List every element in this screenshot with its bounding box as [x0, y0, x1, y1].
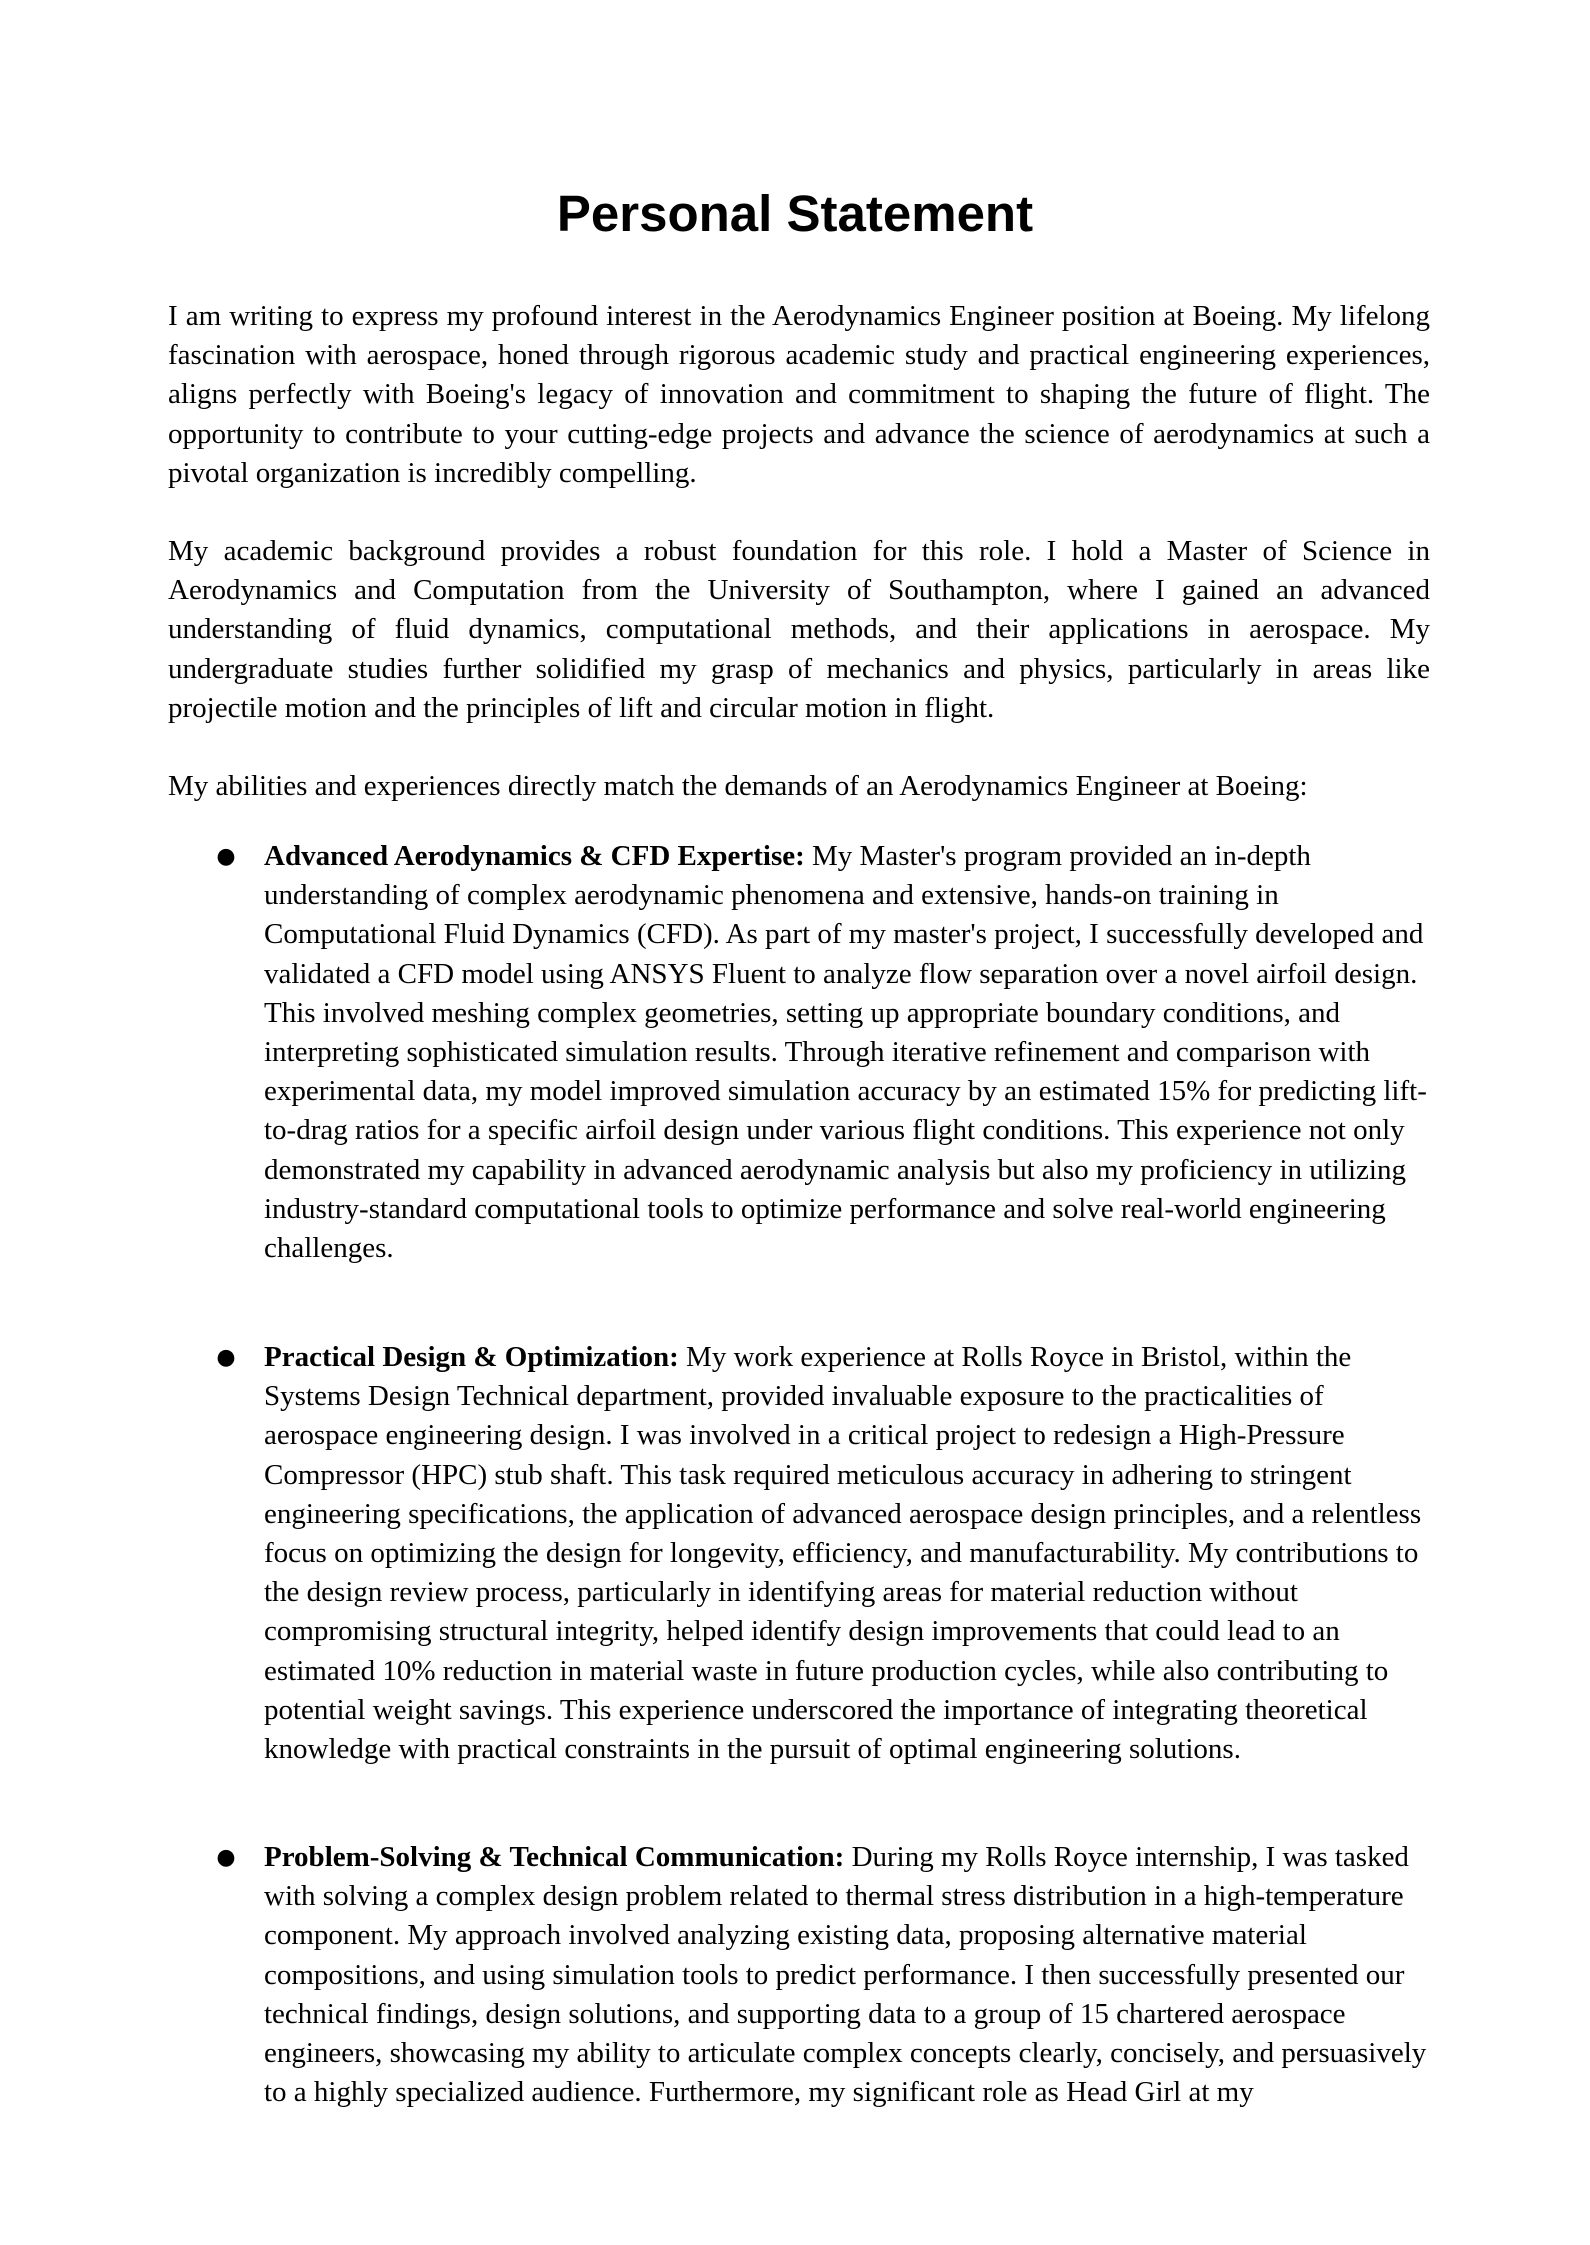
bullet-heading: Practical Design & Optimization: — [264, 1341, 679, 1373]
bullet-heading: Advanced Aerodynamics & CFD Expertise: — [264, 840, 805, 872]
intro-paragraph: I am writing to express my profound interest in the Aerodynamics Engineer position at Boeing. My lifelong fascination with aerospace, honed through rigorous academic study and practical engineering experiences, aligns perfectly with Boeing's legacy of innovation and commitment to shaping the future of flight. The opportunity to contribute to your cutting-edge projects and advance the science of aerodynamics at such a pivotal organization is incredibly compelling. — [168, 300, 1430, 489]
page-title: Personal Statement — [556, 185, 1034, 242]
bullet-text: My work experience at Rolls Royce in Bristol, within the Systems Design Technical department, provided invaluable exposure to the practicalities of aerospace engineering design. I was involved in a critical project to redesign a High-Pressure Compressor (HPC) stub shaft. This task required meticulous accuracy in adhering to stringent engineering specifications, the application of advanced aerospace design principles, and a relentless focus on optimizing the design for longevity, efficiency, and manufacturability. My contributions to the design review process, particularly in identifying areas for material reduction without compromising structural integrity, helped identify design improvements that could lead to an estimated 10% reduction in material waste in future production cycles, while also contributing to potential weight savings. This experience underscored the importance of integrating theoretical knowledge with practical constraints in the pursuit of optimal engineering solutions. — [264, 1341, 1422, 1766]
bullet-text: During my Rolls Royce internship, I was tasked with solving a complex design problem related to thermal stress distribution in a high-temperature component. My approach involved analyzing existing data, proposing alternative material compositions, and using simulation tools to predict performance. I then successfully presented our technical findings, design solutions, and supporting data to a group of 15 chartered aerospace engineers, showcasing my ability to articulate complex concepts clearly, concisely, and persuasively to a highly specialized audience. Furthermore, my significant role as Head Girl at my — [264, 1841, 1427, 2109]
abilities-intro-paragraph: My abilities and experiences directly match the demands of an Aerodynamics Engineer at Boeing: — [168, 770, 1308, 802]
list-item — [216, 837, 1434, 1268]
bullet-icon: ● — [216, 1845, 236, 1870]
bullet-text: My Master's program provided an in-depth understanding of complex aerodynamic phenomena and extensive, hands-on training in Computational Fluid Dynamics (CFD). As part of my master's project, I successfully developed and validated a CFD model using ANSYS Fluent to analyze flow separation over a novel airfoil design. This involved meshing complex geometries, setting up appropriate boundary conditions, and interpreting sophisticated simulation results. Through iterative refinement and comparison with experimental data, my model improved simulation accuracy by an estimated 15% for predicting lift-to-drag ratios for a specific airfoil design under various flight conditions. This experience not only demonstrated my capability in advanced aerodynamic analysis but also my proficiency in utilizing industry-standard computational tools to optimize performance and solve real-world engineering challenges. — [264, 840, 1427, 1265]
bullet-icon: ● — [216, 1345, 236, 1370]
list-item — [216, 1338, 1434, 1769]
academic-background-paragraph: My academic background provides a robust foundation for this role. I hold a Master of Science in Aerodynamics and Computation from the University of Southampton, where I gained an advanced understanding of fluid dynamics, computational methods, and their applications in aerospace. My undergraduate studies further solidified my grasp of mechanics and physics, particularly in areas like projectile motion and the principles of lift and circular motion in flight. — [168, 535, 1430, 724]
bullet-icon: ● — [216, 844, 236, 869]
list-item — [216, 1838, 1434, 2112]
bullet-heading: Problem-Solving & Technical Communication: — [264, 1841, 845, 1873]
